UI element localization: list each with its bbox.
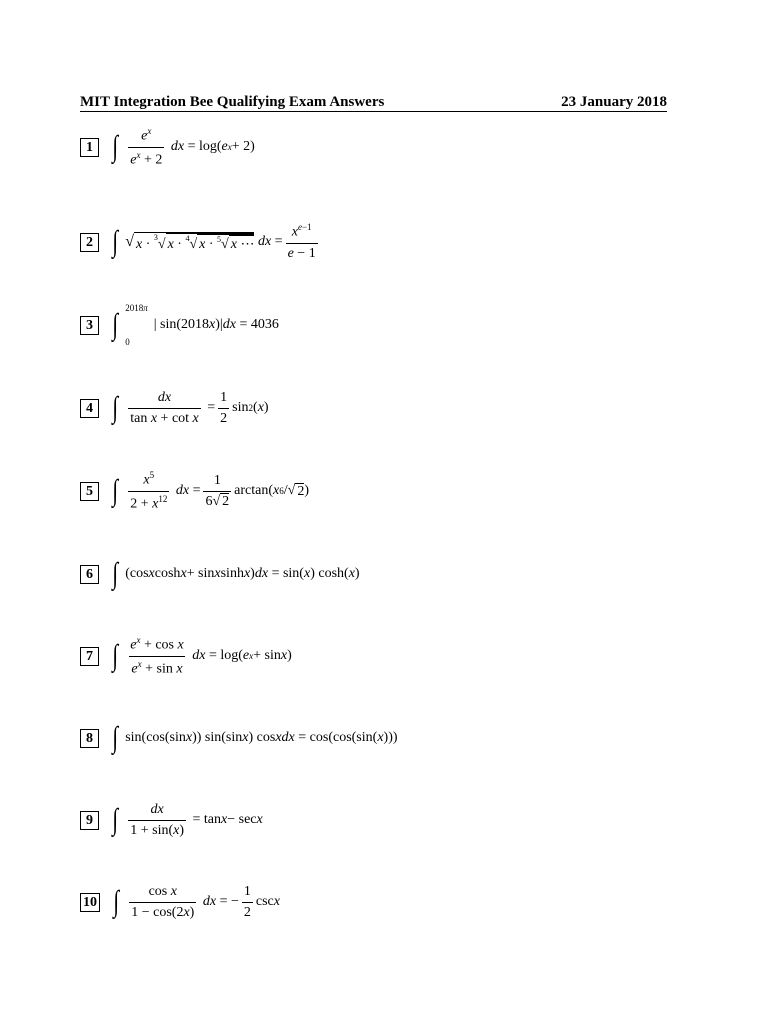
problem-number: 9: [80, 811, 99, 830]
problem-answer: ∫ $\frac{e^x}{e^x + 2}$ dx = log( e x + 2): [112, 125, 255, 168]
problem-8: [80, 718, 398, 758]
problem-answer: ∫ √ x · $^3$√ x · $^4$√ x · $^5$√ x ⋯ dx = $\frac{x^{e-1}}{e - 1}$: [112, 222, 316, 261]
problem-number: 4: [80, 399, 99, 418]
problem-number: 3: [80, 316, 99, 335]
problem-3: [80, 305, 279, 345]
problem-number: 10: [80, 893, 100, 912]
problem-9: [80, 800, 263, 840]
problem-number: 1: [80, 138, 99, 157]
problem-answer: ∫ 2018π 0 | sin(2018 x )| dx = 4036: [112, 303, 279, 347]
exam-title: MIT Integration Bee Qualifying Exam Answers: [80, 94, 385, 110]
problem-number: 6: [80, 565, 99, 584]
problem-1: [80, 127, 255, 167]
exam-date: 23 January 2018: [561, 94, 667, 110]
problem-answer: ∫ $\frac{dx}{1 + \sin(x)}$ = tan x − sec x: [112, 801, 263, 838]
problem-number: 8: [80, 729, 99, 748]
problem-5: [80, 471, 309, 511]
header: [80, 94, 667, 111]
problem-answer: ∫ sin(cos(sin x )) sin(sin x ) cos x dx = cos(cos(sin( x ))): [112, 721, 398, 754]
problem-7: [80, 636, 292, 676]
problem-number: 7: [80, 647, 99, 666]
problem-number: 5: [80, 482, 99, 501]
problem-4: [80, 388, 269, 428]
problem-6: [80, 554, 360, 594]
problem-answer: ∫ $\frac{dx}{\text{tan x + cot x}}$ = $\frac{1}{2}$ sin 2 ( x ): [112, 389, 269, 426]
problem-2: [80, 222, 321, 262]
problem-10: [80, 882, 280, 922]
problem-answer: ∫ $\frac{x^5}{2 + x^{12}}$ dx = $\frac{1}{6√ 2}$ arctan( x 6 /√ 2 ): [112, 469, 309, 512]
problem-answer: ∫ $\frac{e^x + \cos x}{e^x + \sin x}$ dx = log( e x + sin x ): [112, 634, 292, 677]
problem-number: 2: [80, 233, 99, 252]
problem-answer: ∫ $\frac{\text{cos x}}{1 - \cos(2x)}$ dx = − $\frac{1}{2}$ csc x: [113, 883, 280, 920]
problem-answer: ∫ (cos x cosh x + sin x sinh x ) dx = sin( x ) cosh( x ): [112, 557, 360, 590]
header-rule: [80, 111, 667, 112]
